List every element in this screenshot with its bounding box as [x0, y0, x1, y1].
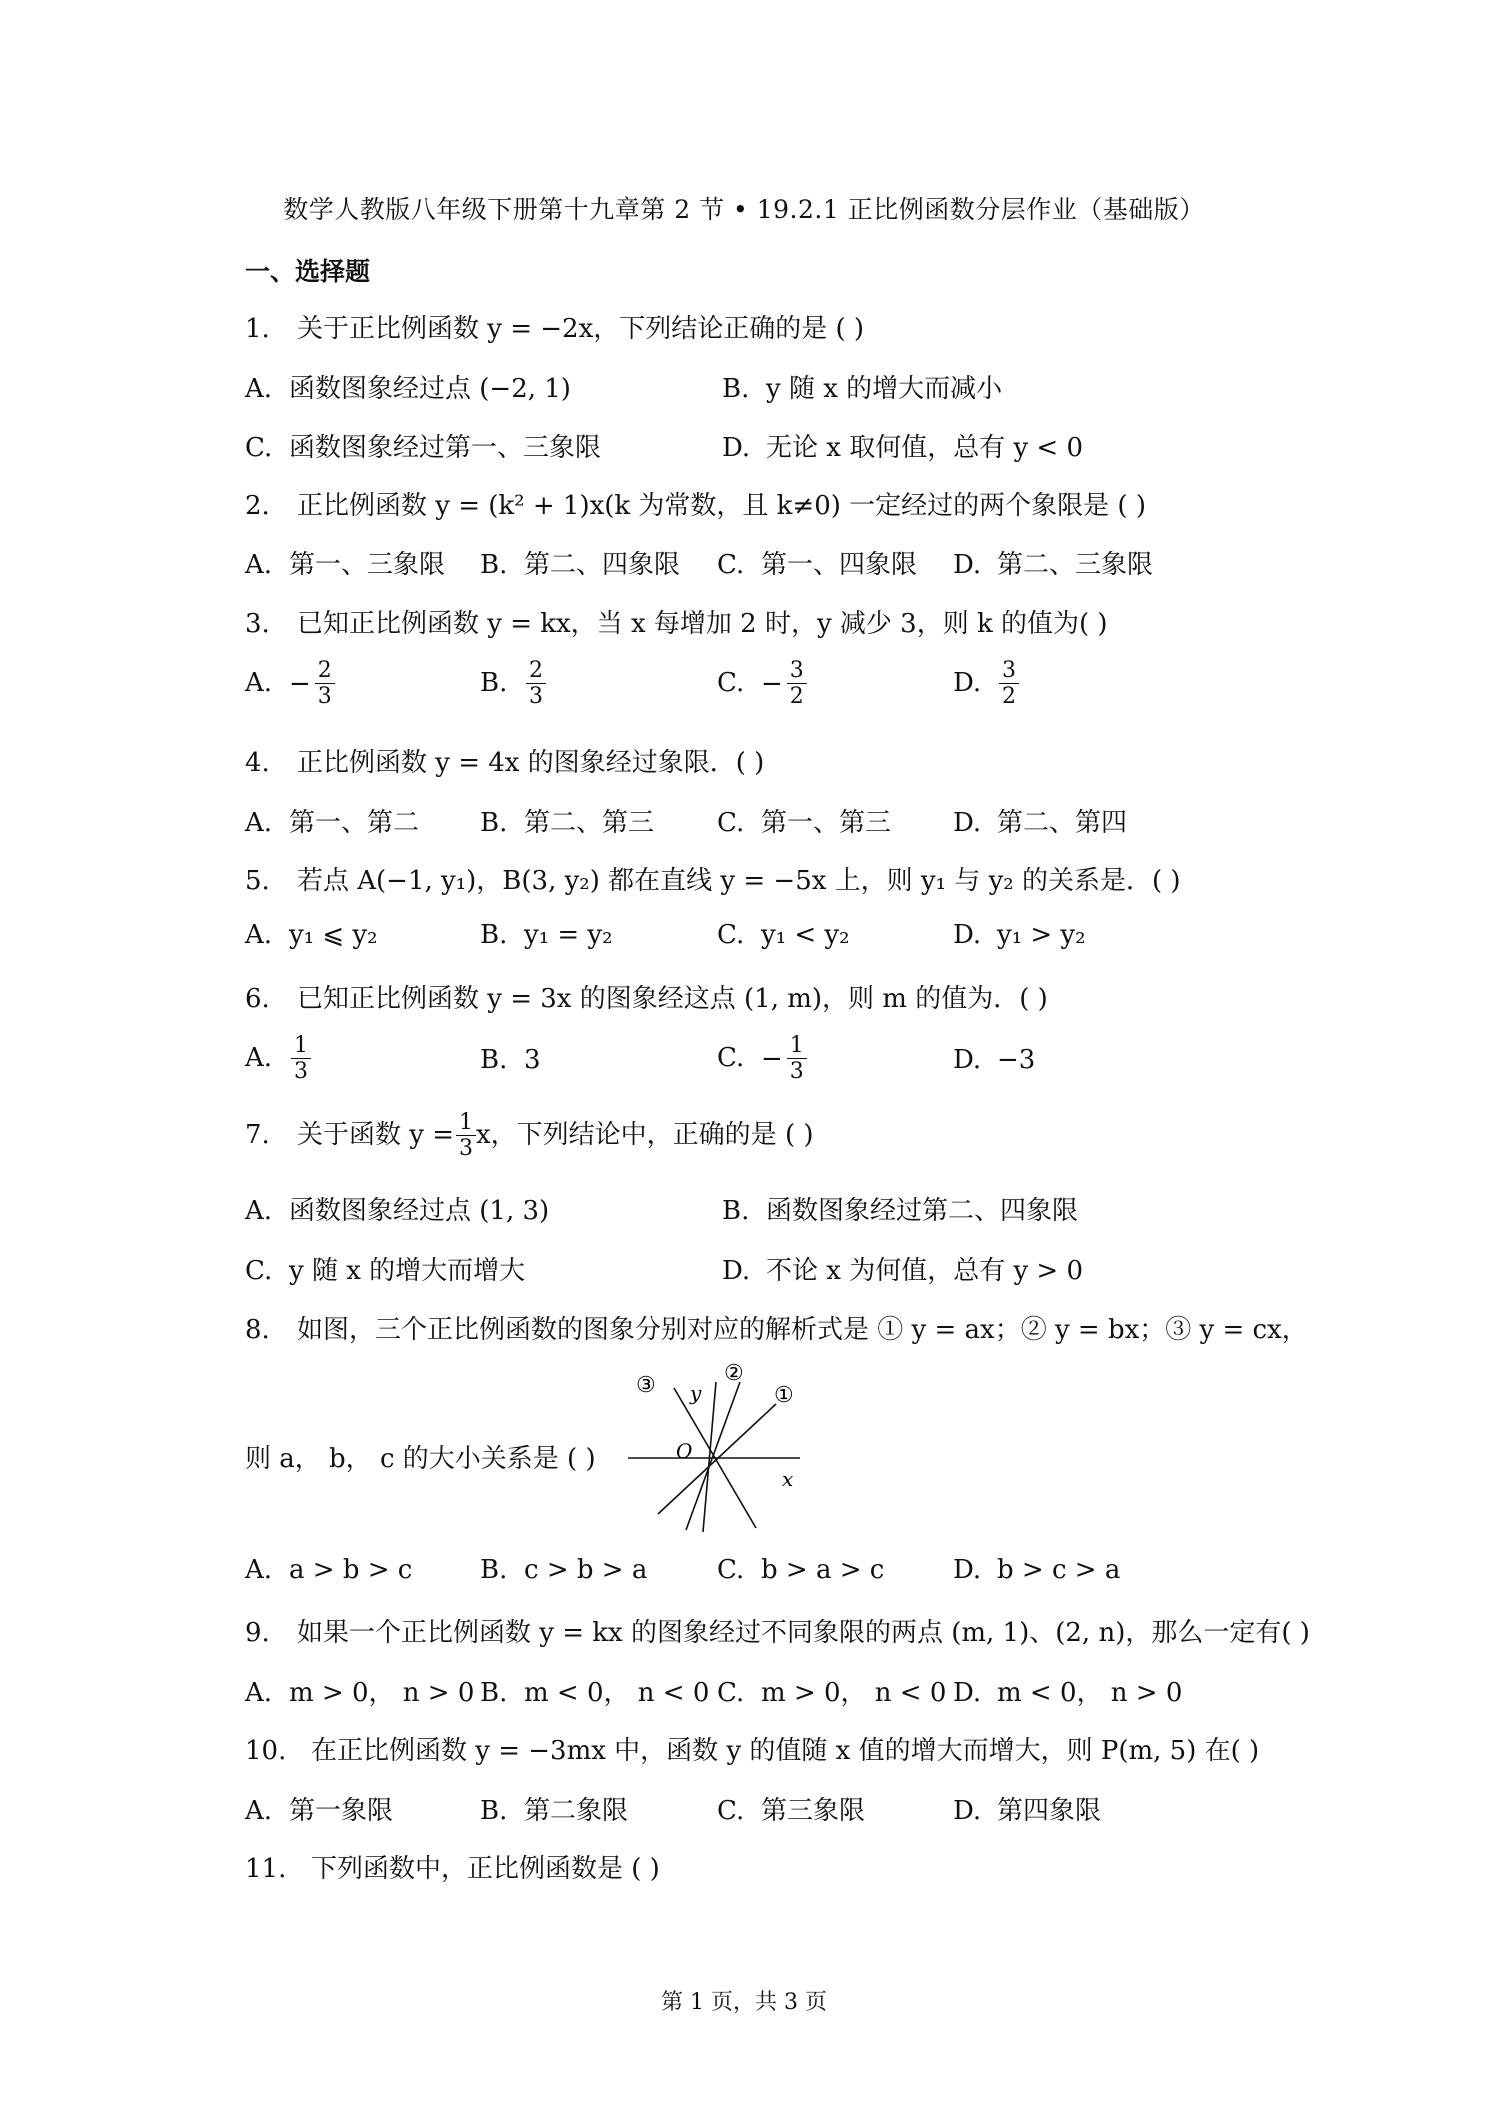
question-text: 则 a， b， c 的大小关系是 ( ): [245, 1444, 596, 1474]
option-a: A. 函数图象经过点 (−2, 1): [245, 374, 571, 404]
question-number: 4.: [245, 748, 270, 778]
section-heading: 一、选择题: [245, 257, 371, 286]
question-number: 6.: [245, 984, 270, 1014]
option-b: B. y 随 x 的增大而减小: [722, 374, 1003, 404]
question-2: [245, 485, 1146, 522]
question-3: [245, 603, 1108, 640]
option-a: A. y₁ ⩽ y₂: [245, 920, 378, 950]
question-8: [245, 1309, 1308, 1346]
option-b: B. y₁ = y₂: [480, 920, 613, 950]
question-1: [245, 308, 864, 345]
option-a: A. a > b > c: [245, 1555, 413, 1585]
question-text: 关于正比例函数 y = −2x，下列结论正确的是 ( ): [297, 314, 865, 344]
option-d: D. $\frac{3}{2}$: [953, 658, 1019, 710]
option-b: B. 函数图象经过第二、四象限: [722, 1196, 1079, 1226]
question-number: 7.: [245, 1119, 270, 1150]
option-a: A. 函数图象经过点 (1, 3): [245, 1196, 550, 1226]
question-6: [245, 978, 1048, 1015]
option-d: D. b > c > a: [953, 1555, 1121, 1585]
option-c: C. − $\frac{1}{3}$: [717, 1033, 807, 1085]
option-d: D. y₁ > y₂: [953, 920, 1086, 950]
option-b: B. $\frac{2}{3}$: [480, 658, 546, 710]
question-number: 9.: [245, 1618, 270, 1648]
option-c: C. − $\frac{3}{2}$: [717, 658, 807, 710]
question-text: 正比例函数 y = 4x 的图象经过象限．( ): [297, 748, 765, 778]
option-b: B. 3: [480, 1045, 541, 1075]
option-a: A. m > 0， n > 0: [245, 1678, 475, 1708]
question-text: 若点 A(−1, y₁)，B(3, y₂) 都在直线 y = −5x 上，则 y₁ 与 y₂ 的关系是．( ): [297, 866, 1181, 896]
option-d: D. 第二、三象限: [953, 550, 1154, 580]
question-text: 下列函数中，正比例函数是 ( ): [311, 1854, 660, 1884]
option-b: B. 第二象限: [480, 1796, 629, 1826]
question-text: 如果一个正比例函数 y = kx 的图象经过不同象限的两点 (m, 1)、(2, n)，那么一定有( ): [297, 1618, 1310, 1648]
function-graph-figure: [628, 1362, 808, 1532]
label-1: ①: [774, 1383, 794, 1408]
question-number: 10.: [245, 1736, 287, 1766]
question-7: 7. 关于函数 y = $\frac{1}{3}$ x，下列结论中，正确的是 ( ): [245, 1110, 814, 1162]
question-8-continued: [245, 1438, 596, 1475]
option-c: C. m > 0， n < 0: [717, 1678, 947, 1708]
option-b: B. 第二、第三: [480, 808, 655, 838]
option-c: C. 第三象限: [717, 1796, 866, 1826]
option-a: A. $\frac{1}{3}$: [245, 1033, 311, 1085]
option-a: A. − $\frac{2}{3}$: [245, 658, 335, 710]
option-c: C. b > a > c: [717, 1555, 885, 1585]
question-text: 已知正比例函数 y = 3x 的图象经这点 (1, m)，则 m 的值为．( ): [297, 984, 1048, 1014]
question-11: [245, 1848, 660, 1885]
option-a: A. 第一、三象限: [245, 550, 446, 580]
option-c: C. 函数图象经过第一、三象限: [245, 433, 602, 463]
option-d: D. 不论 x 为何值，总有 y > 0: [722, 1256, 1084, 1286]
option-d: D. −3: [953, 1045, 1036, 1075]
question-number: 8.: [245, 1315, 270, 1345]
question-9: [245, 1612, 1310, 1649]
option-c: C. 第一、第三: [717, 808, 892, 838]
option-d: D. m < 0， n > 0: [953, 1678, 1183, 1708]
option-b: B. 第二、四象限: [480, 550, 681, 580]
question-text: 如图，三个正比例函数的图象分别对应的解析式是 ① y = ax；② y = bx；③ y = cx，: [297, 1315, 1308, 1345]
question-text: 正比例函数 y = (k² + 1)x(k 为常数，且 k≠0) 一定经过的两个象限是 ( ): [297, 491, 1146, 521]
label-2: ②: [724, 1362, 744, 1386]
option-d: D. 第二、第四: [953, 808, 1128, 838]
option-b: B. c > b > a: [480, 1555, 648, 1585]
axis-y-label: y: [690, 1381, 702, 1405]
question-5: [245, 860, 1181, 897]
origin-label: O: [676, 1439, 693, 1463]
fraction: $\frac{1}{3}$: [456, 1110, 476, 1162]
question-number: 5.: [245, 866, 270, 896]
axis-x-label: x: [782, 1467, 794, 1491]
option-c: C. 第一、四象限: [717, 550, 918, 580]
question-text: 在正比例函数 y = −3mx 中，函数 y 的值随 x 值的增大而增大，则 P(m, 5) 在( ): [311, 1736, 1260, 1766]
option-a: A. 第一、第二: [245, 808, 420, 838]
document-title: 数学人教版八年级下册第十九章第 2 节 • 19.2.1 正比例函数分层作业（基础版）: [283, 195, 1205, 224]
question-10: [245, 1730, 1259, 1767]
question-number: 11.: [245, 1854, 287, 1884]
question-text: 已知正比例函数 y = kx，当 x 每增加 2 时，y 减少 3，则 k 的值为( ): [297, 609, 1108, 639]
option-b: B. m < 0， n < 0: [480, 1678, 710, 1708]
label-3: ③: [636, 1373, 656, 1398]
option-d: D. 第四象限: [953, 1796, 1102, 1826]
question-number: 3.: [245, 609, 270, 639]
option-c: C. y 随 x 的增大而增大: [245, 1256, 526, 1286]
option-a: A. 第一象限: [245, 1796, 394, 1826]
question-number: 1.: [245, 314, 270, 344]
option-c: C. y₁ < y₂: [717, 920, 850, 950]
page-footer: 第 1 页，共 3 页: [661, 1990, 827, 2015]
question-number: 2.: [245, 491, 270, 521]
question-4: [245, 742, 764, 779]
option-d: D. 无论 x 取何值，总有 y < 0: [722, 433, 1084, 463]
